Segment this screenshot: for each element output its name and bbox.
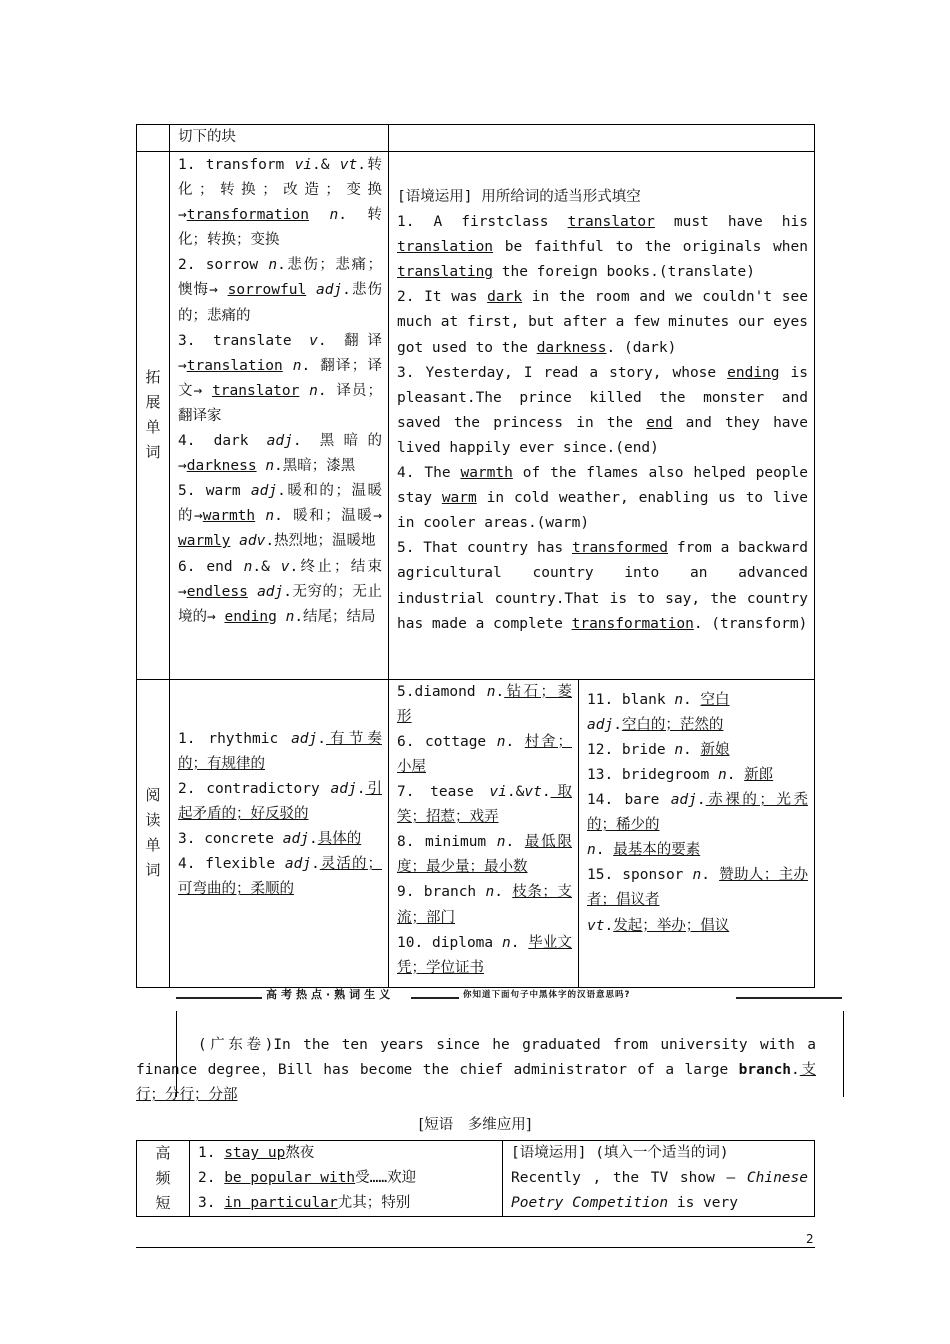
reading-word-item: 9. branch n. 枝条；支流；部门 [397,884,572,926]
phrase-item: 1. stay up熬夜 [198,1145,315,1161]
reading-word-item: vt.发起；举办；倡议 [587,917,730,934]
reading-word-item: 4. flexible adj.灵活的；可弯曲的；柔顺的 [178,856,382,898]
reading-word-item: 2. contradictory adj.引起矛盾的；好反驳的 [178,780,383,822]
vocab-table [136,124,815,988]
reading-word-item: 8. minimum n. 最低限度；最少量；最小数 [397,834,573,876]
reading-col2 [389,679,579,987]
reading-label-char: 词 [145,861,161,880]
page-number: 2 [806,1232,814,1246]
expand-label-char: 单 [145,418,161,437]
reading-word-item: 12. bride n. 新娘 [587,741,730,758]
expand-word-item: 5. warm adj.暖和的；温暖的→warmth n. 暖和；温暖→ warmly adv.热烈地；温暖地 [178,483,383,550]
hot-topic-banner [176,984,842,1014]
expand-word-item: 4. dark adj. 黑暗的→darkness n.黑暗；漆黑 [178,433,382,475]
reading-col1 [170,679,389,987]
reading-word-item: 3. concrete adj.具体的 [178,831,362,848]
phrases-left [190,1141,503,1217]
reading-word-item: 11. blank n. 空白 [587,691,730,708]
phrase-item: 3. in particular尤其；特别 [198,1195,411,1212]
phrases-table [136,1140,815,1217]
expand-right-header: [语境运用] 用所给词的适当形式填空 [397,189,641,205]
phrases-right-header: [语境运用] (填入一个适当的词) [511,1145,729,1161]
phrases-title: [短语 多维应用] [418,1117,532,1133]
expand-word-item: 3. translate v. 翻译→translation n. 翻译；译文→ translator n. 译员；翻译家 [178,332,382,424]
expand-word-item: 6. end n.& v.终止；结束→endless adj.无穷的；无止境的→ ending n.结尾；结局 [178,558,382,625]
reading-label-char: 阅 [145,786,161,805]
reading-word-item: n. 最基本的要素 [587,842,701,859]
reading-word-item: 15. sponsor n. 赞助人；主办者；倡议者 [587,867,808,909]
banner-title: 高考热点·熟词生义 [266,988,395,1001]
expand-right-cell [389,152,815,680]
phrase-item: 2. be popular with受……欢迎 [198,1170,417,1187]
expand-left-cell [170,152,389,680]
expand-label-char: 拓 [145,368,161,387]
reading-word-item: 1. rhythmic adj.有节奏的；有规律的 [178,730,382,772]
expand-label [137,152,170,680]
phrases-label-char: 高 [155,1144,171,1163]
expand-word-item: 1. transform vi.& vt.转化；转换；改造；变换→transformation n. 转化；转换；变换 [178,157,382,249]
context-exercise-item: 2. It was dark in the room and we couldn't see much at first, but after a few minutes our eyes got used to the darkness. (dark) [397,289,808,356]
reading-word-item: adj.空白的；茫然的 [587,716,724,733]
footer-rule [136,1247,815,1248]
context-exercise-item: 5. That country has transformed from a backward agricultural country into an advanced industrial country.That is to say, the country has made a complete transformation. (transform) [397,540,808,632]
hot-topic-sentence: (广东卷)In the ten years since he graduated from university with a finance degree，Bill has become the chief administrator of a large branch.支行；分行；分部 [136,1037,817,1103]
reading-word-item: 6. cottage n. 村舍；小屋 [397,733,573,775]
top-row-empty [389,125,815,152]
reading-col3 [579,679,815,987]
context-exercise-item: 1. A firstclass translator must have his translation be faithful to the originals when translating the foreign books.(translate) [397,214,808,281]
expand-label-char: 展 [145,393,161,412]
reading-word-item: 7. tease vi.&vt.取笑；招惹；戏弄 [397,784,572,826]
banner-subtitle: 你知道下面句子中黑体字的汉语意思吗? [463,990,631,1000]
expand-word-item: 2. sorrow n.悲伤；悲痛；懊悔→ sorrowful adj.悲伤的；悲痛的 [178,257,382,324]
context-exercise-item: 3. Yesterday, I read a story, whose ending is pleasant.The prince killed the monster and saved the princess in the end and they have lived happily ever since.(end) [397,364,809,456]
context-exercise-item: 4. The warmth of the flames also helped people stay warm in cold weather, enabling us to live in cooler areas.(warm) [397,465,808,532]
reading-label-char: 读 [145,811,161,830]
top-row-cell [170,125,389,152]
phrases-right [503,1141,815,1217]
expand-label-char: 词 [145,443,161,462]
top-row-text: 切下的块 [178,129,236,145]
reading-label-char: 单 [145,836,161,855]
phrases-label [137,1141,190,1217]
reading-word-item: 13. bridegroom n. 新郎 [587,766,774,783]
reading-word-item: 14. bare adj.赤裸的；光秃的；稀少的 [587,792,809,834]
reading-word-item: 5.diamond n.钻石；菱形 [397,683,572,725]
phrases-label-char: 短 [155,1194,171,1213]
phrases-label-char: 频 [155,1169,171,1188]
label-cell-empty [137,125,170,152]
reading-word-item: 10. diploma n. 毕业文凭；学位证书 [397,934,573,976]
phrases-right-text: Recently , the TV show — Chinese Poetry Competition is very [511,1170,808,1212]
reading-label [137,679,170,987]
